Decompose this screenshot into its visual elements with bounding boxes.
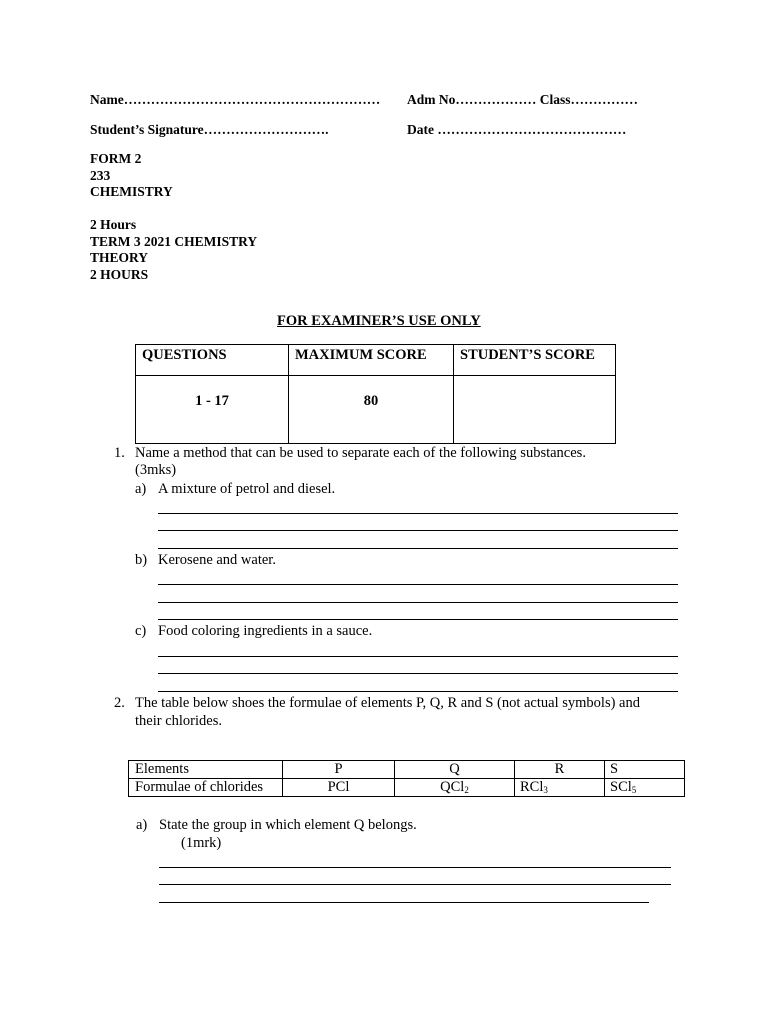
element-p: P [283,761,395,779]
chloride-s-formula: SCl [610,779,632,795]
examiner-header-row [136,345,616,376]
signature-field-label: Student’s Signature………………………. [90,122,329,137]
exam-info-block [90,151,257,283]
info-subject: CHEMISTRY [90,184,173,199]
chloride-s-subscript: 5 [631,785,637,795]
element-r: R [515,761,605,779]
q2a-marks: (1mrk) [181,835,222,851]
chloride-s [605,779,685,797]
q2a-answer-line-3[interactable] [159,902,649,903]
examiner-title: FOR EXAMINER’S USE ONLY [277,313,481,329]
col-student-score: STUDENT’S SCORE [454,345,616,376]
maximum-score-value: 80 [289,376,454,444]
q2-text-line-1: The table below shoes the formulae of elements P, Q, R and S (not actual symbols) and [135,695,640,711]
q1-marks: (3mks) [135,462,177,478]
chloride-q [395,779,515,797]
q1b-text: Kerosene and water. [158,552,276,568]
q1a-letter: a) [135,481,147,497]
elements-table [128,760,685,797]
q1b-letter: b) [135,552,148,568]
info-hours: 2 HOURS [90,266,149,282]
q2a-answer-line-2[interactable] [159,884,671,885]
q1c-answer-line-1[interactable] [158,656,678,657]
name-field-label: Name………………………………………………… [90,92,381,107]
adm-class-field-label: Adm No……………… Class…………… [407,92,639,107]
element-s: S [605,761,685,779]
chloride-q-subscript: 2 [464,785,469,795]
q1c-letter: c) [135,623,147,639]
col-maximum-score: MAXIMUM SCORE [289,345,454,376]
q2a-letter: a) [136,817,148,833]
questions-range: 1 - 17 [136,376,289,444]
element-q: Q [395,761,515,779]
chloride-p-formula: PCl [327,779,350,795]
chloride-r-subscript: 3 [543,785,548,795]
q1b-answer-line-3[interactable] [158,619,678,620]
student-score-cell [454,376,616,444]
info-code: 233 [90,167,111,183]
q1c-answer-line-3[interactable] [158,691,678,692]
date-field-label: Date …………………………………… [407,122,627,137]
chlorides-row-label: Formulae of chlorides [129,779,283,797]
q2-text-line-2: their chlorides. [135,713,222,729]
q1a-answer-line-2[interactable] [158,530,678,531]
q2-number: 2. [114,695,125,711]
q1a-text: A mixture of petrol and diesel. [158,481,336,497]
q2a-answer-line-1[interactable] [159,867,671,868]
info-paper: THEORY [90,250,149,265]
info-duration: 2 Hours [90,217,137,232]
info-term: TERM 3 2021 CHEMISTRY [90,233,258,249]
chloride-r [515,779,605,797]
info-form: FORM 2 [90,151,142,166]
q2a-text: State the group in which element Q belongs. [159,817,417,833]
q1b-answer-line-2[interactable] [158,602,678,603]
q1a-answer-line-1[interactable] [158,513,678,514]
elements-row-label: Elements [129,761,283,779]
examiner-score-table [135,344,616,444]
col-questions: QUESTIONS [136,345,289,376]
chlorides-row [129,779,685,797]
chloride-q-formula: QCl [440,779,465,795]
q1-text: Name a method that can be used to separate each of the following substances. [135,445,586,461]
chloride-p [283,779,395,797]
elements-row [129,761,685,779]
info-spacer [90,201,257,218]
q1c-answer-line-2[interactable] [158,673,678,674]
q1c-text: Food coloring ingredients in a sauce. [158,623,373,639]
q1a-answer-line-3[interactable] [158,548,678,549]
q1-number: 1. [114,445,125,461]
chloride-r-formula: RCl [520,779,544,795]
examiner-data-row [136,376,616,444]
q1b-answer-line-1[interactable] [158,584,678,585]
